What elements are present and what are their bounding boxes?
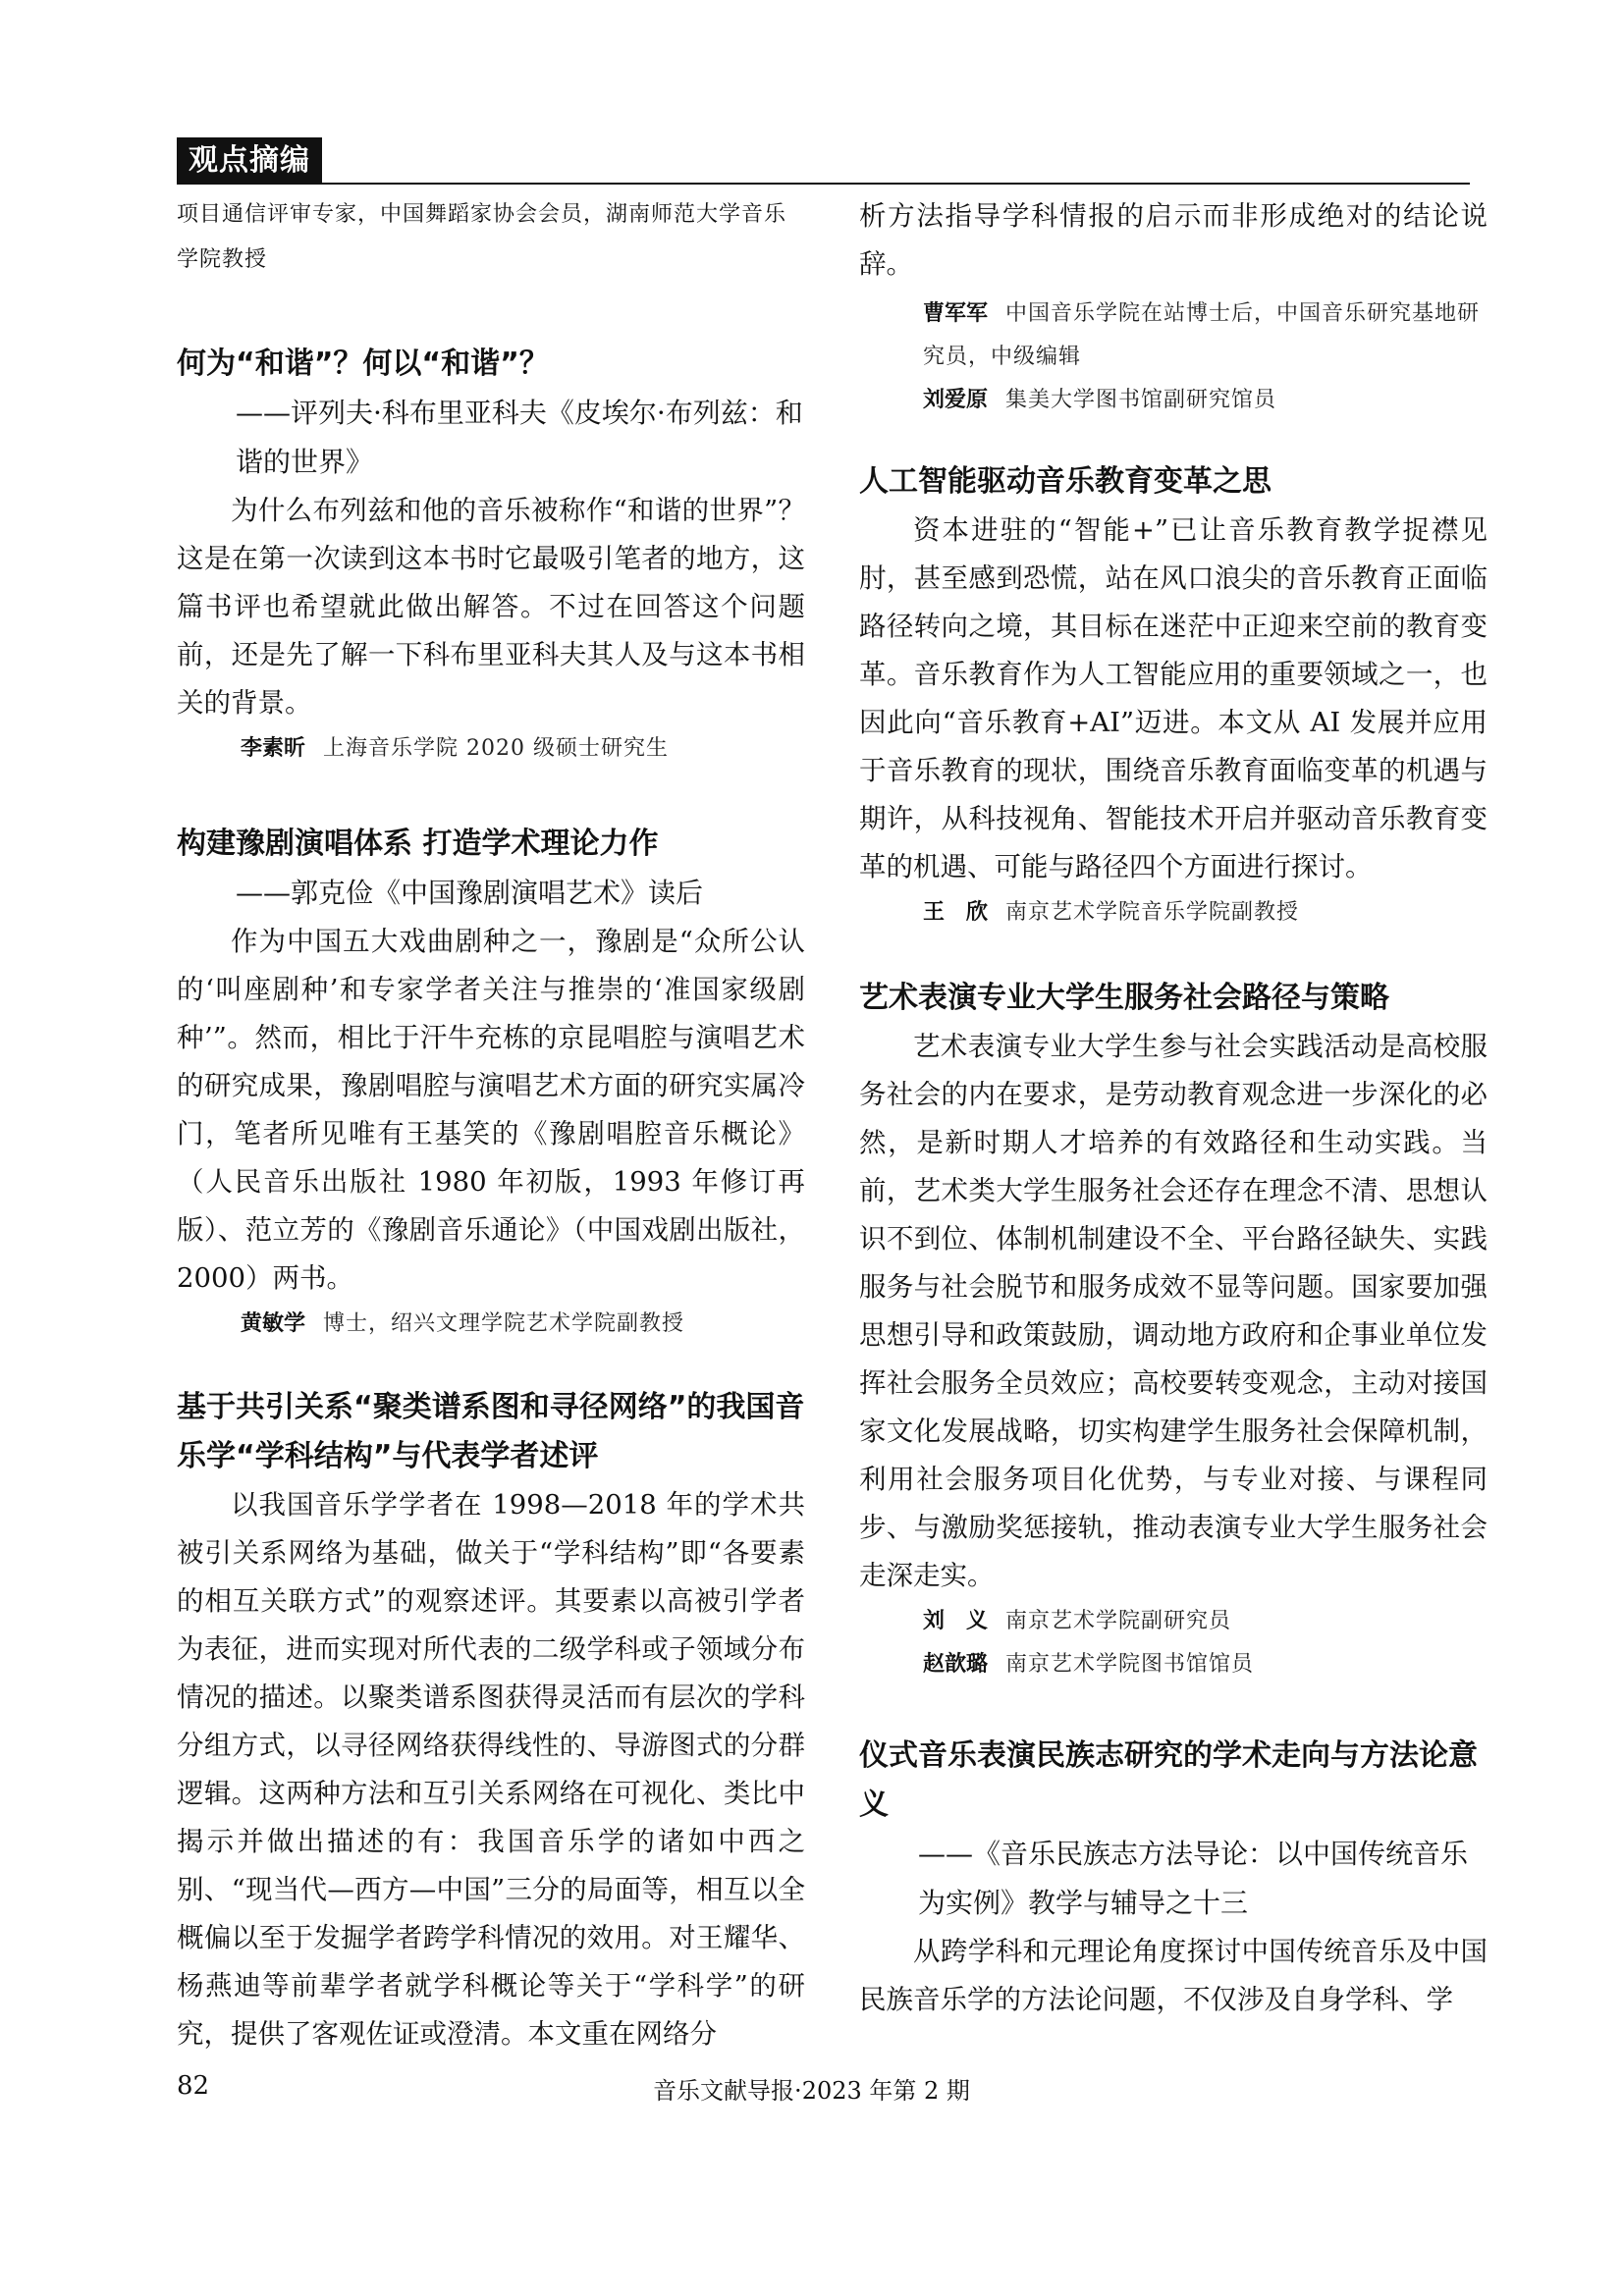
article-title: 艺术表演专业大学生服务社会路径与策略	[859, 981, 1389, 1015]
article-subtitle: ——《音乐民族志方法导论：以中国传统音乐为实例》教学与辅导之十三	[918, 1838, 1469, 1919]
author-affiliation: 南京艺术学院音乐学院副教授	[1005, 900, 1300, 925]
author-name: 黄敏学	[241, 1311, 306, 1336]
carryover-affiliation: 项目通信评审专家，中国舞蹈家协会会员，湖南师范大学音乐学院教授	[177, 202, 787, 272]
article-body: 从跨学科和元理论角度探讨中国传统音乐及中国民族音乐学的方法论问题，不仅涉及自身学科、学	[859, 1936, 1488, 2015]
article-body: 作为中国五大戏曲剧种之一，豫剧是“众所公认的‘叫座剧种’和专家学者关注与推崇的‘准国家级剧种’”。然而，相比于汗牛充栋的京昆唱腔与演唱艺术的研究成果，豫剧唱腔与演唱艺术方面的研究实属冷门，笔者所见唯有王基笑的《豫剧唱腔音乐概论》（人民音乐出版社 1980 年初版，1993 年修订再版）、范立芳的《豫剧音乐通论》（中国戏剧出版社，2000）两书。	[177, 926, 805, 1294]
author-line	[859, 891, 1488, 934]
article-title: 构建豫剧演唱体系 打造学术理论力作	[177, 827, 659, 861]
article-body: 艺术表演专业大学生参与社会实践活动是高校服务社会的内在要求，是劳动教育观念进一步深化的必然，是新时期人才培养的有效路径和生动实践。当前，艺术类大学生服务社会还存在理念不清、思想认识不到位、体制机制建设不全、平台路径缺失、实践服务与社会脱节和服务成效不显等问题。国家要加强思想引导和政策鼓励，调动地方政府和企事业单位发挥社会服务全员效应；高校要转变观念，主动对接国家文化发展战略，切实构建学生服务社会保障机制，利用社会服务项目化优势，与专业对接、与课程同步、与激励奖惩接轨，推动表演专业大学生服务社会走深走实。	[859, 1031, 1488, 1591]
left-column	[177, 192, 805, 2058]
article-harmony-review	[177, 340, 805, 771]
article-title: 何为“和谐”？何以“和谐”？	[177, 347, 549, 381]
article-title: 仪式音乐表演民族志研究的学术走向与方法论意义	[859, 1738, 1478, 1822]
author-name: 王 欣	[923, 900, 989, 925]
article-performance-students	[859, 974, 1488, 1686]
page-number: 82	[177, 2071, 210, 2101]
author-line	[177, 727, 805, 771]
header-rule	[177, 183, 1470, 185]
article-ritual-music	[859, 1732, 1488, 2024]
journal-footer: 音乐文献导报·2023 年第 2 期	[653, 2077, 970, 2105]
author-name: 刘 义	[923, 1609, 989, 1633]
carryover-body: 析方法指导学科情报的启示而非形成绝对的结论说辞。	[859, 200, 1488, 280]
article-ai-music-education	[859, 457, 1488, 934]
article-cocitation-review	[177, 1383, 805, 2058]
article-body: 资本进驻的“智能+”已让音乐教育教学捉襟见肘，甚至感到恐慌，站在风口浪尖的音乐教育正面临路径转向之境，其目标在迷茫中正迎来空前的教育变革。音乐教育作为人工智能应用的重要领域之一，也因此向“音乐教育+AI”迈进。本文从 AI 发展并应用于音乐教育的现状，围绕音乐教育面临变革的机遇与期许，从科技视角、智能技术开启并驱动音乐教育变革的机遇、可能与路径四个方面进行探讨。	[859, 514, 1488, 882]
author-affiliation: 博士，绍兴文理学院艺术学院副教授	[323, 1311, 685, 1336]
author-line	[859, 379, 1488, 422]
author-line	[859, 293, 1488, 379]
right-column	[859, 192, 1488, 2024]
author-name: 李素昕	[241, 736, 306, 761]
article-body: 以我国音乐学学者在 1998—2018 年的学术共被引关系网络为基础，做关于“学科结构”即“各要素的相互关联方式”的观察述评。其要素以高被引学者为表征，进而实现对所代表的二级学科或子领域分布情况的描述。以聚类谱系图获得灵活而有层次的学科分组方式，以寻径网络获得线性的、导游图式的分群逻辑。这两种方法和互引关系网络在可视化、类比中揭示并做出描述的有：我国音乐学的诸如中西之别、“现当代—西方—中国”三分的局面等，相互以全概偏以至于发掘学者跨学科情况的效用。对王耀华、杨燕迪等前辈学者就学科概论等关于“学科学”的研究，提供了客观佐证或澄清。本文重在网络分	[177, 1489, 805, 2050]
section-label: 观点摘编	[177, 137, 322, 185]
author-name: 赵歆璐	[923, 1652, 989, 1677]
author-line	[177, 1303, 805, 1346]
author-line	[859, 1643, 1488, 1686]
article-subtitle: ——评列夫·科布里亚科夫《皮埃尔·布列兹：和谐的世界》	[236, 397, 803, 478]
article-subtitle: ——郭克俭《中国豫剧演唱艺术》读后	[236, 877, 704, 909]
article-body: 为什么布列兹和他的音乐被称作“和谐的世界”？这是在第一次读到这本书时它最吸引笔者的地方，这篇书评也希望就此做出解答。不过在回答这个问题前，还是先了解一下科布里亚科夫其人及与这本书相关的背景。	[177, 495, 805, 719]
article-yuju-review	[177, 820, 805, 1346]
author-affiliation: 上海音乐学院 2020 级硕士研究生	[323, 736, 669, 761]
author-affiliation: 南京艺术学院图书馆馆员	[1005, 1652, 1255, 1677]
author-affiliation: 南京艺术学院副研究员	[1005, 1609, 1232, 1633]
article-title: 人工智能驱动音乐教育变革之思	[859, 464, 1271, 499]
article-title: 基于共引关系“聚类谱系图和寻径网络”的我国音乐学“学科结构”与代表学者述评	[177, 1390, 805, 1473]
author-name: 刘爱原	[923, 388, 989, 412]
author-affiliation: 集美大学图书馆副研究馆员	[1005, 388, 1277, 412]
author-name: 曹军军	[923, 301, 989, 326]
author-affiliation: 中国音乐学院在站博士后，中国音乐研究基地研究员，中级编辑	[923, 301, 1481, 369]
author-line	[859, 1600, 1488, 1643]
